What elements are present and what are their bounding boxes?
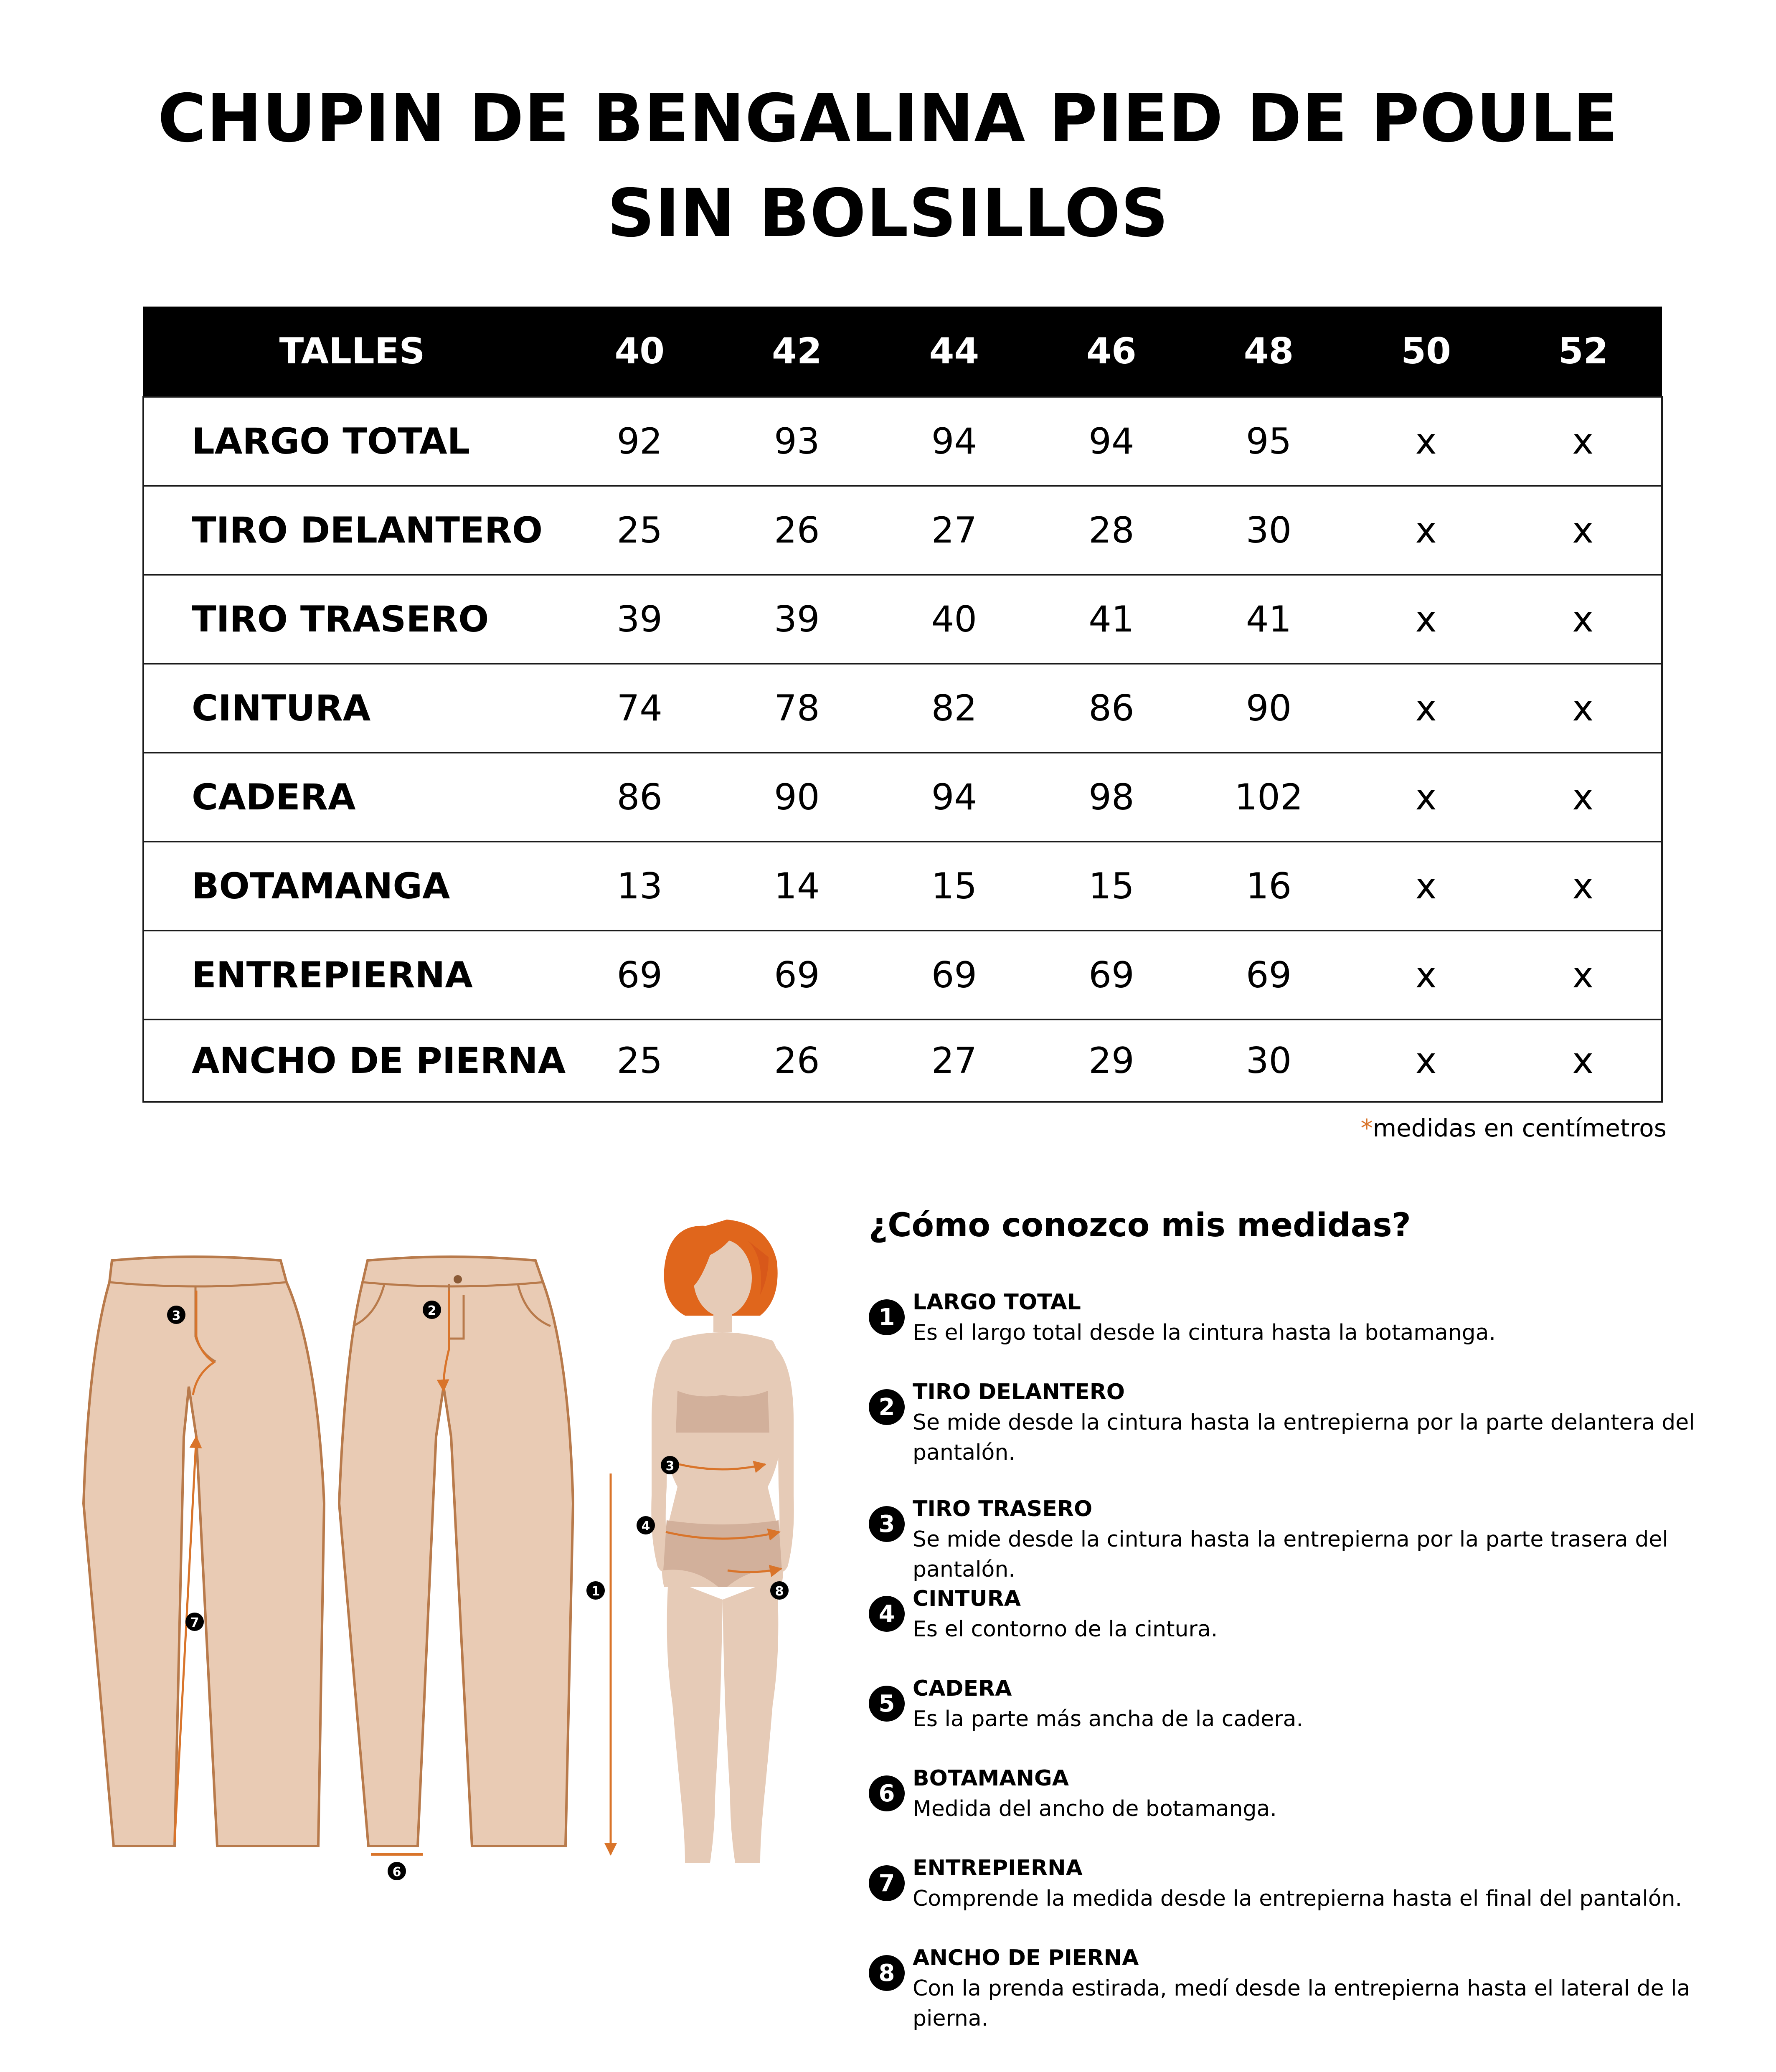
footnote-text: medidas en centímetros: [1373, 1114, 1667, 1142]
guide-item-description: Con la prenda estirada, medí desde la entrepierna hasta el lateral de la pierna.: [913, 1976, 1690, 2031]
guide-item-heading: CINTURA: [913, 1586, 1021, 1611]
size-value-cell: 86: [1033, 664, 1190, 753]
guide-item-heading: ANCHO DE PIERNA: [913, 1945, 1139, 1971]
number-badge: 1: [869, 1299, 905, 1335]
guide-item-heading: TIRO TRASERO: [913, 1496, 1093, 1522]
badge-1: [586, 1581, 605, 1600]
size-value-cell: 15: [875, 842, 1033, 931]
page-title-line-1: CHUPIN DE BENGALINA PIED DE POULE: [157, 80, 1619, 157]
size-value-cell: 98: [1033, 753, 1190, 842]
badge-3: [661, 1456, 679, 1474]
size-value-cell: x: [1505, 664, 1662, 753]
guide-title: ¿Cómo conozco mis medidas?: [869, 1207, 1411, 1244]
size-value-cell: 95: [1190, 397, 1347, 486]
size-value-cell: 69: [561, 931, 718, 1020]
header-size: 52: [1558, 330, 1609, 372]
badge-4: [637, 1516, 655, 1534]
size-value-cell: 26: [718, 486, 876, 575]
size-value-cell: 39: [718, 575, 876, 664]
size-value-cell: 69: [718, 931, 876, 1020]
guide-item-heading: TIRO DELANTERO: [913, 1380, 1125, 1405]
header-size: 48: [1243, 330, 1294, 372]
number-badge: 5: [869, 1686, 905, 1722]
header-size: 40: [614, 330, 665, 372]
svg-text:6: 6: [392, 1865, 401, 1879]
size-value-cell: 69: [1190, 931, 1347, 1020]
size-value-cell: 29: [1033, 1020, 1190, 1102]
size-table-header: [143, 307, 1662, 397]
header-size: 46: [1086, 330, 1137, 372]
size-table-row: [143, 486, 1662, 575]
size-value-cell: x: [1347, 575, 1505, 664]
guide-item-description: Se mide desde la cintura hasta la entrepierna por la parte trasera del pantalón.: [913, 1527, 1668, 1582]
number-badge: 6: [869, 1775, 905, 1811]
size-value-cell: x: [1347, 842, 1505, 931]
size-value-cell: 25: [561, 1020, 718, 1102]
size-value-cell: 14: [718, 842, 876, 931]
guide-item-description: Comprende la medida desde la entrepierna hasta el final del pantalón.: [913, 1886, 1682, 1911]
svg-text:3: 3: [172, 1309, 181, 1323]
size-value-cell: 30: [1190, 486, 1347, 575]
size-value-cell: x: [1505, 931, 1662, 1020]
body-figure: [586, 1220, 794, 1863]
size-value-cell: 41: [1033, 575, 1190, 664]
row-label: BOTAMANGA: [143, 842, 561, 931]
back-pants-figure: [84, 1257, 324, 1846]
size-value-cell: 90: [1190, 664, 1347, 753]
guide-item-description: Es el contorno de la cintura.: [913, 1617, 1218, 1642]
size-table-row: [143, 575, 1662, 664]
svg-text:2: 2: [427, 1304, 436, 1318]
guide-item-description: Medida del ancho de botamanga.: [913, 1796, 1277, 1821]
size-value-cell: 69: [1033, 931, 1190, 1020]
size-value-cell: 26: [718, 1020, 876, 1102]
row-label: TIRO DELANTERO: [143, 486, 561, 575]
svg-text:4: 4: [641, 1519, 650, 1534]
size-value-cell: x: [1505, 575, 1662, 664]
size-value-cell: 15: [1033, 842, 1190, 931]
size-value-cell: x: [1505, 842, 1662, 931]
back-pants-shape: [84, 1257, 324, 1846]
header-talles: TALLES: [279, 330, 425, 372]
svg-text:3: 3: [665, 1459, 675, 1473]
size-value-cell: 93: [718, 397, 876, 486]
size-value-cell: 90: [718, 753, 876, 842]
number-badge: 2: [869, 1389, 905, 1425]
size-value-cell: 16: [1190, 842, 1347, 931]
size-value-cell: 82: [875, 664, 1033, 753]
size-value-cell: x: [1347, 931, 1505, 1020]
page-title-line-2: SIN BOLSILLOS: [607, 175, 1169, 252]
guide-item-description: Es la parte más ancha de la cadera.: [913, 1707, 1303, 1732]
size-value-cell: 39: [561, 575, 718, 664]
size-value-cell: 69: [875, 931, 1033, 1020]
size-value-cell: 102: [1190, 753, 1347, 842]
guide-item-heading: BOTAMANGA: [913, 1766, 1069, 1791]
size-value-cell: x: [1347, 664, 1505, 753]
size-value-cell: 86: [561, 753, 718, 842]
guide-item-heading: ENTREPIERNA: [913, 1856, 1083, 1881]
header-size: 50: [1401, 330, 1451, 372]
measurement-illustrations: [0, 1195, 844, 1905]
size-value-cell: x: [1505, 397, 1662, 486]
size-table-row: [143, 1020, 1662, 1102]
size-table-row: [143, 842, 1662, 931]
size-value-cell: x: [1505, 486, 1662, 575]
size-value-cell: 74: [561, 664, 718, 753]
size-table-row: [143, 931, 1662, 1020]
svg-text:1: 1: [591, 1584, 600, 1599]
size-value-cell: x: [1505, 753, 1662, 842]
size-value-cell: 94: [1033, 397, 1190, 486]
size-table-header-row: [143, 307, 1662, 397]
badge-6: [388, 1862, 406, 1880]
size-value-cell: 30: [1190, 1020, 1347, 1102]
size-table: [142, 307, 1663, 1103]
size-value-cell: 27: [875, 1020, 1033, 1102]
size-value-cell: x: [1347, 397, 1505, 486]
size-table-body: [143, 397, 1662, 1102]
footnote-asterisk: *: [1360, 1114, 1373, 1142]
size-value-cell: 78: [718, 664, 876, 753]
row-label: TIRO TRASERO: [143, 575, 561, 664]
guide-item-heading: LARGO TOTAL: [913, 1290, 1081, 1315]
size-value-cell: 92: [561, 397, 718, 486]
size-value-cell: 94: [875, 753, 1033, 842]
guide-item-description: Se mide desde la cintura hasta la entrepierna por la parte delantera del pantalón.: [913, 1410, 1695, 1465]
size-value-cell: x: [1347, 486, 1505, 575]
size-value-cell: 27: [875, 486, 1033, 575]
number-badge: 7: [869, 1865, 905, 1901]
size-table-row: [143, 397, 1662, 486]
size-value-cell: 28: [1033, 486, 1190, 575]
badge-3: [167, 1306, 185, 1324]
row-label: CINTURA: [143, 664, 561, 753]
badge-8: [770, 1581, 789, 1600]
size-table-row: [143, 753, 1662, 842]
badge-7: [185, 1613, 204, 1631]
svg-text:8: 8: [775, 1584, 784, 1599]
size-value-cell: 40: [875, 575, 1033, 664]
front-pants-figure: [339, 1257, 573, 1880]
front-pants-shape: [339, 1257, 573, 1846]
size-value-cell: 25: [561, 486, 718, 575]
size-value-cell: x: [1347, 1020, 1505, 1102]
size-value-cell: 94: [875, 397, 1033, 486]
number-badge: 3: [869, 1506, 905, 1542]
size-value-cell: 13: [561, 842, 718, 931]
header-size: 44: [929, 330, 979, 372]
row-label: CADERA: [143, 753, 561, 842]
guide-item-description: Es el largo total desde la cintura hasta la botamanga.: [913, 1320, 1496, 1345]
units-footnote: [1361, 1116, 1667, 1140]
header-size: 42: [772, 330, 822, 372]
number-badge: 8: [869, 1955, 905, 1991]
number-badge: 4: [869, 1596, 905, 1632]
size-value-cell: 41: [1190, 575, 1347, 664]
size-value-cell: x: [1505, 1020, 1662, 1102]
badge-2: [423, 1301, 441, 1319]
row-label: LARGO TOTAL: [143, 397, 561, 486]
guide-item-heading: CADERA: [913, 1676, 1012, 1701]
row-label: ENTREPIERNA: [143, 931, 561, 1020]
row-label: ANCHO DE PIERNA: [143, 1020, 561, 1102]
size-value-cell: x: [1347, 753, 1505, 842]
size-table-row: [143, 664, 1662, 753]
svg-text:7: 7: [190, 1616, 199, 1630]
